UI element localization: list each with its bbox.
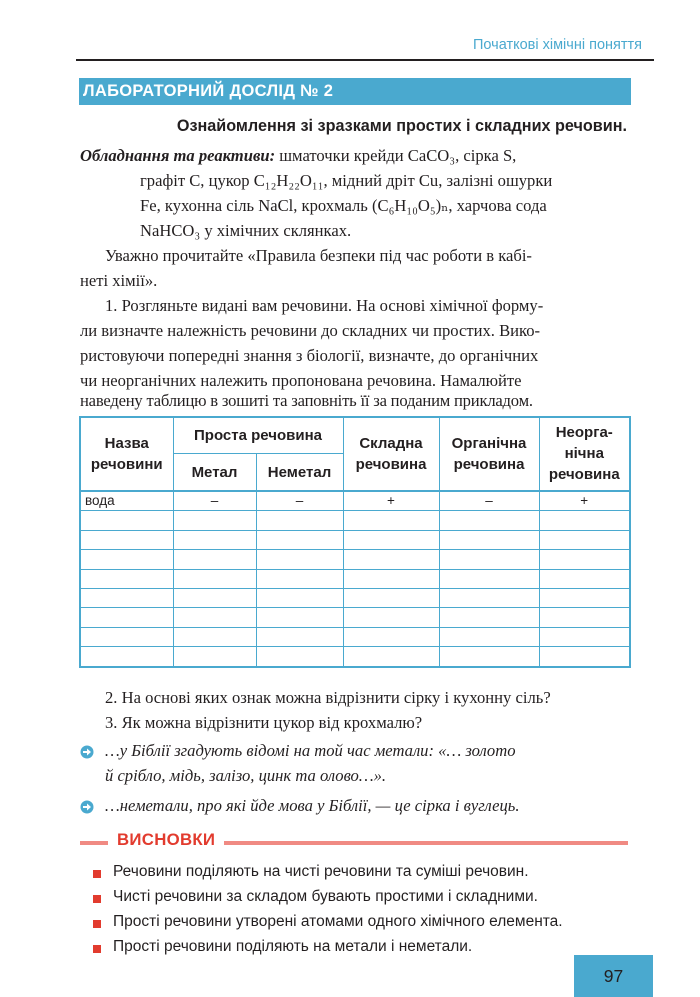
table-cell [173, 550, 256, 569]
header-simple-substance: Проста речовина [173, 417, 343, 454]
bullet-icon [93, 945, 101, 953]
equipment-lead: Обладнання та реактиви: [80, 146, 276, 165]
table-cell [256, 627, 343, 646]
table-cell: – [173, 491, 256, 511]
table-cell [539, 647, 630, 667]
circled-arrow-icon [80, 800, 94, 814]
table-row [80, 627, 630, 646]
equipment-line-3: Fe, кухонна сіль NaCl, крохмаль (C₆H₁₀O₅)ₙ, харчова сода [140, 196, 547, 215]
header-name-l1: Назва [104, 434, 149, 452]
table-cell [539, 627, 630, 646]
bible-note-2: …неметали, про які йде мова у Біблії, — це сірка і вуглець. [105, 796, 520, 815]
table-cell [80, 627, 173, 646]
table-cell: + [539, 491, 630, 511]
header-organic-l1: Органічна [451, 434, 527, 452]
equipment-line-2: графіт C, цукор C₁₂H₂₂O₁₁, мідний дріт Cu, залізні ошурки [140, 171, 553, 190]
table-cell: – [439, 491, 539, 511]
lab-subtitle: Ознайомлення зі зразками простих і складних речовин. [176, 117, 627, 135]
conclusions-title: ВИСНОВКИ [117, 830, 216, 849]
equipment-text-1: шматочки крейди CaCO₃, сірка S, [279, 146, 517, 165]
table-cell [439, 530, 539, 549]
table-cell [439, 627, 539, 646]
table-cell [343, 608, 439, 627]
table-cell [343, 550, 439, 569]
table-cell [439, 589, 539, 608]
table-cell [80, 530, 173, 549]
task2: 2. На основі яких ознак можна відрізнити сірку і кухонну сіль? [105, 688, 551, 707]
table-cell [439, 511, 539, 530]
conclusion-item-2: Чисті речовини за складом бувають простими і складними. [113, 888, 538, 905]
circled-arrow-icon [80, 745, 94, 759]
header-inorganic-l1: Неорга- [555, 424, 613, 442]
table-cell [256, 511, 343, 530]
table-row [80, 550, 630, 569]
table-cell [80, 589, 173, 608]
table-cell [439, 569, 539, 588]
table-cell [343, 530, 439, 549]
equipment-line-4: NaHCO₃ у хімічних склянках. [140, 221, 352, 240]
table-row [80, 511, 630, 530]
task1-line-1: 1. Розгляньте видані вам речовини. На основі хімічної форму- [105, 296, 544, 315]
conclusion-item-4: Прості речовини поділяють на метали і неметали. [113, 938, 473, 955]
header-rule [76, 59, 654, 61]
table-cell [539, 511, 630, 530]
table-cell [80, 511, 173, 530]
table-cell [343, 569, 439, 588]
table-row [80, 569, 630, 588]
table-cell [539, 530, 630, 549]
table-cell [539, 589, 630, 608]
header-complex-substance [343, 417, 439, 491]
table-cell [256, 608, 343, 627]
table-cell [80, 647, 173, 667]
task1-line-3: ристовуючи попередні знання з біології, визначте, до органічних [80, 346, 539, 365]
table-row [80, 491, 630, 511]
header-inorganic-l2: нічна [564, 445, 604, 463]
conclusions-rule-right [224, 841, 628, 845]
header-inorganic-l3: речовина [548, 466, 620, 484]
task3: 3. Як можна відрізнити цукор від крохмалю? [105, 713, 423, 732]
header-complex-l1: Складна [359, 434, 423, 452]
table-cell [256, 569, 343, 588]
table-cell [343, 589, 439, 608]
running-header-title: Початкові хімічні поняття [472, 37, 642, 53]
table-cell [173, 608, 256, 627]
table-cell [539, 569, 630, 588]
table-cell [256, 647, 343, 667]
table-row [80, 608, 630, 627]
safety-line-2: неті хімії». [80, 271, 158, 290]
conclusions-rule-left [80, 841, 108, 845]
task1-line-5: наведену таблицю в зошиті та заповніть її за поданим прикладом. [80, 391, 533, 410]
bullet-icon [93, 870, 101, 878]
table-cell [173, 647, 256, 667]
header-substance-name [80, 417, 173, 491]
equipment-line-1 [80, 143, 516, 168]
table-cell [539, 608, 630, 627]
bullet-icon [93, 895, 101, 903]
table-cell [439, 550, 539, 569]
table-cell: – [256, 491, 343, 511]
header-inorganic-substance [539, 417, 630, 491]
header-organic-substance [439, 417, 539, 491]
table-cell: вода [80, 491, 173, 511]
table-cell [173, 589, 256, 608]
table-cell [80, 569, 173, 588]
table-cell [80, 550, 173, 569]
task1-line-4: чи неорганічних належить пропонована речовина. Намалюйте [80, 371, 522, 390]
header-complex-l2: речовина [355, 455, 427, 473]
table-row [80, 530, 630, 549]
table-cell [343, 627, 439, 646]
conclusion-item-1: Речовини поділяють на чисті речовини та суміші речовин. [113, 863, 529, 880]
table-cell [256, 530, 343, 549]
table-cell [256, 550, 343, 569]
lab-experiment-banner: ЛАБОРАТОРНИЙ ДОСЛІД № 2 [79, 78, 631, 105]
table-cell: + [343, 491, 439, 511]
bible-note-1-line-2: й срібло, мідь, залізо, цинк та олово…». [105, 766, 387, 785]
table-cell [539, 550, 630, 569]
table-row [80, 589, 630, 608]
safety-line-1: Уважно прочитайте «Правила безпеки під час роботи в кабі- [105, 246, 532, 265]
task1-line-2: ли визначте належність речовини до складних чи простих. Вико- [80, 321, 541, 340]
table-row [80, 647, 630, 667]
table-cell [173, 569, 256, 588]
header-metal: Метал [173, 454, 256, 491]
bullet-icon [93, 920, 101, 928]
table-cell [173, 627, 256, 646]
table-cell [173, 511, 256, 530]
header-organic-l2: речовина [453, 455, 525, 473]
table-cell [439, 608, 539, 627]
table-cell [343, 511, 439, 530]
table-cell [80, 608, 173, 627]
header-nonmetal: Неметал [256, 454, 343, 491]
table-cell [256, 589, 343, 608]
table-cell [173, 530, 256, 549]
header-name-l2: речовини [90, 455, 163, 473]
table-cell [343, 647, 439, 667]
table-cell [439, 647, 539, 667]
bible-note-1-line-1: …у Біблії згадують відомі на той час метали: «… золото [105, 741, 516, 760]
substances-table [79, 416, 631, 668]
conclusion-item-3: Прості речовини утворені атомами одного хімічного елемента. [113, 913, 563, 930]
page-number: 97 [574, 955, 653, 997]
